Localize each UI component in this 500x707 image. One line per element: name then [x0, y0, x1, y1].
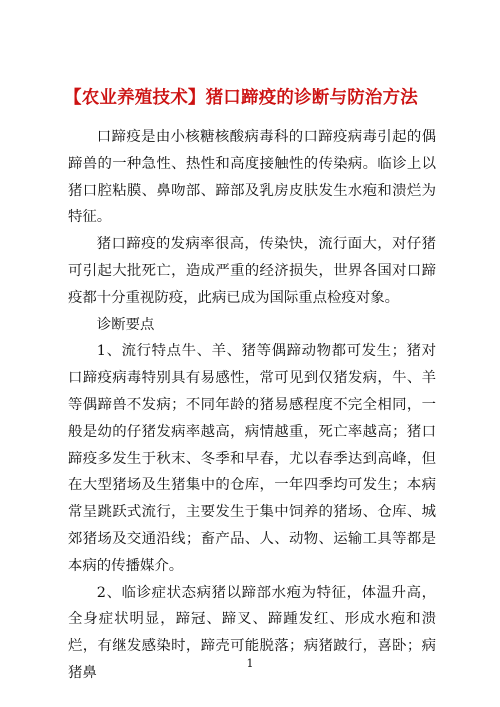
paragraph-incidence: 猪口蹄疫的发病率很高，传染快，流行面大，对仔猪可引起大批死亡，造成严重的经济损失，世界各国对口蹄疫都十分重视防疫，此病已成为国际重点检疫对象。 — [68, 236, 436, 306]
document-body — [68, 124, 436, 687]
page-number: 1 — [246, 657, 254, 670]
document-title: 【农业养殖技术】猪口蹄疫的诊断与防治方法 — [64, 88, 418, 108]
paragraph-definition: 口蹄疫是由小核糖核酸病毒科的口蹄疫病毒引起的偶蹄兽的一种急性、热性和高度接触性的传染病。临诊上以猪口腔粘膜、鼻吻部、蹄部及乳房皮肤发生水疱和溃烂为特征。 — [68, 129, 436, 226]
paragraph-epidemiology: 1、流行特点牛、羊、猪等偶蹄动物都可发生；猪对口蹄疫病毒特别具有易感性，常可见到仅猪发病，牛、羊等偶蹄兽不发病；不同年龄的猪易感程度不完全相同，一般是幼的仔猪发病率越高，病情越重，死亡率越高；猪口蹄疫多发生于秋末、冬季和早春，尤以春季达到高峰，但在大型猪场及生猪集中的仓库，一年四季均可发生；本病常呈跳跃式流行，主要发生于集中饲养的猪场、仓库、城郊猪场及交通沿线；畜产品、人、动物、运输工具等都是本病的传播媒介。 — [68, 343, 436, 574]
paragraph-symptoms: 2、临诊症状态病猪以蹄部水疱为特征，体温升高，全身症状明显，蹄冠、蹄叉、蹄踵发红、形成水疱和溃烂，有继发感染时，蹄壳可能脱落；病猪跛行，喜卧；病猪鼻 — [68, 584, 436, 681]
section-heading-diagnosis: 诊断要点 — [96, 316, 155, 333]
